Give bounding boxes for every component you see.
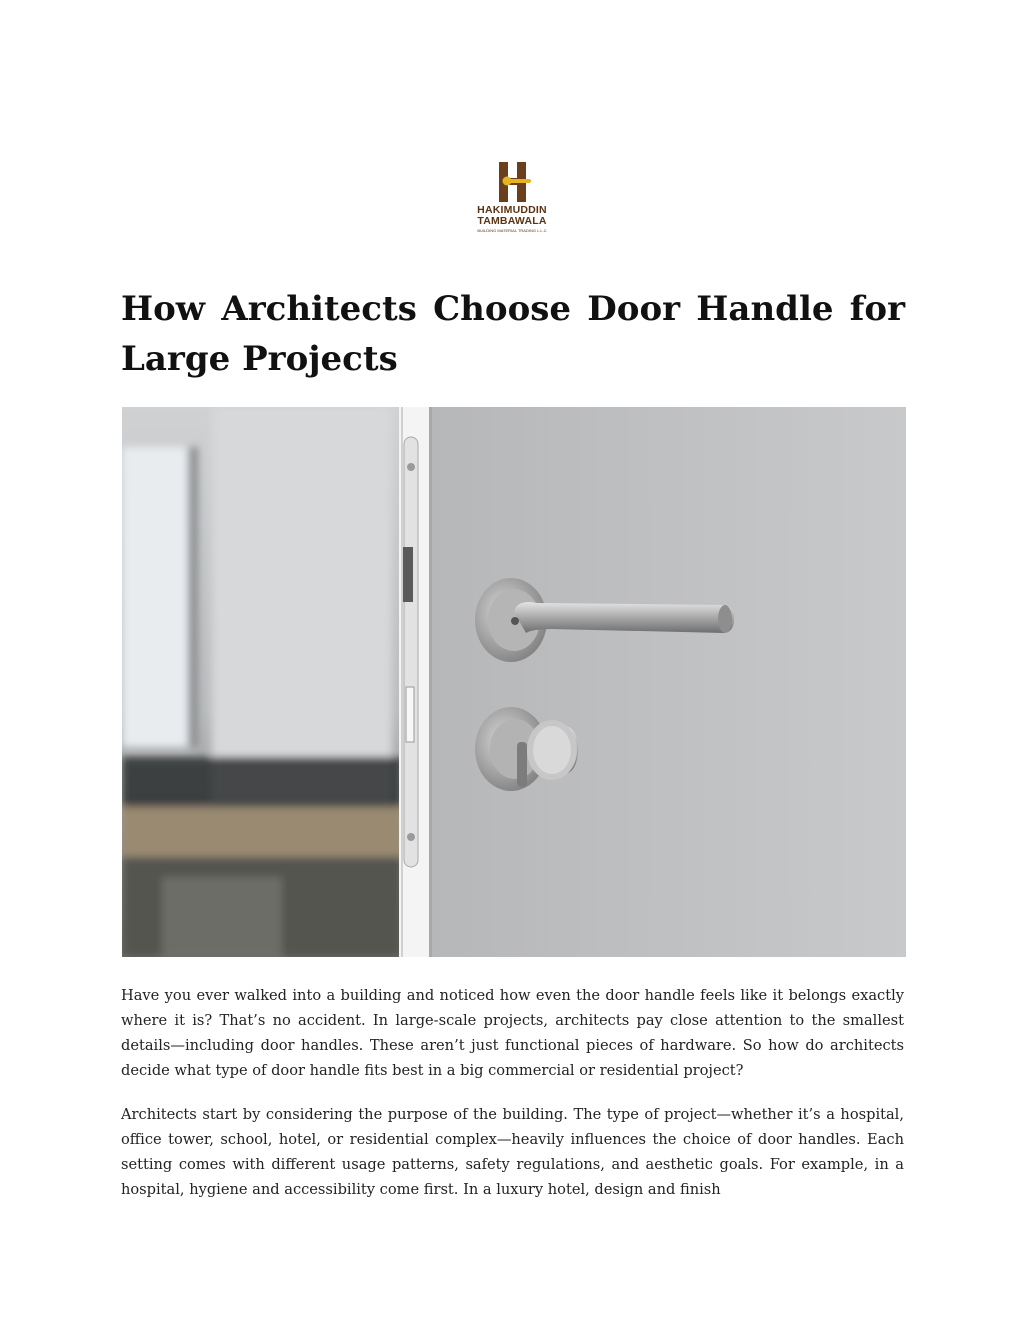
door-handle-photo xyxy=(122,407,906,957)
article-paragraph: Architects start by considering the purpose of the building. The type of project—whether it’s a hospital, office tower, school, hotel, or residential complex—heavily influences the choice of door handles. Each setting comes with different usage patterns, safety regulations, and aesthetic goals. For example, in a hospital, hygiene and accessibility come first. In a luxury hotel, design and finish xyxy=(121,1106,904,1198)
brand-name-line1: HAKIMUDDIN xyxy=(477,204,547,216)
hero-image xyxy=(122,407,906,957)
h-letter-with-door-handle-icon xyxy=(462,160,562,204)
brand-name-line2: TAMBAWALA xyxy=(477,215,547,227)
brand-logo xyxy=(462,160,562,240)
article-paragraph: Have you ever walked into a building and noticed how even the door handle feels like it belongs exactly where it is? That’s no accident. In large-scale projects, architects pay close attention to the smallest details—including door handles. These aren’t just functional pieces of hardware. So how do architects decide what type of door handle fits best in a big commercial or residential project? xyxy=(121,987,904,1079)
brand-tagline: BUILDING MATERIAL TRADING L.L.C xyxy=(477,228,547,233)
article-title: How Architects Choose Door Handle for Large Projects xyxy=(121,289,905,379)
